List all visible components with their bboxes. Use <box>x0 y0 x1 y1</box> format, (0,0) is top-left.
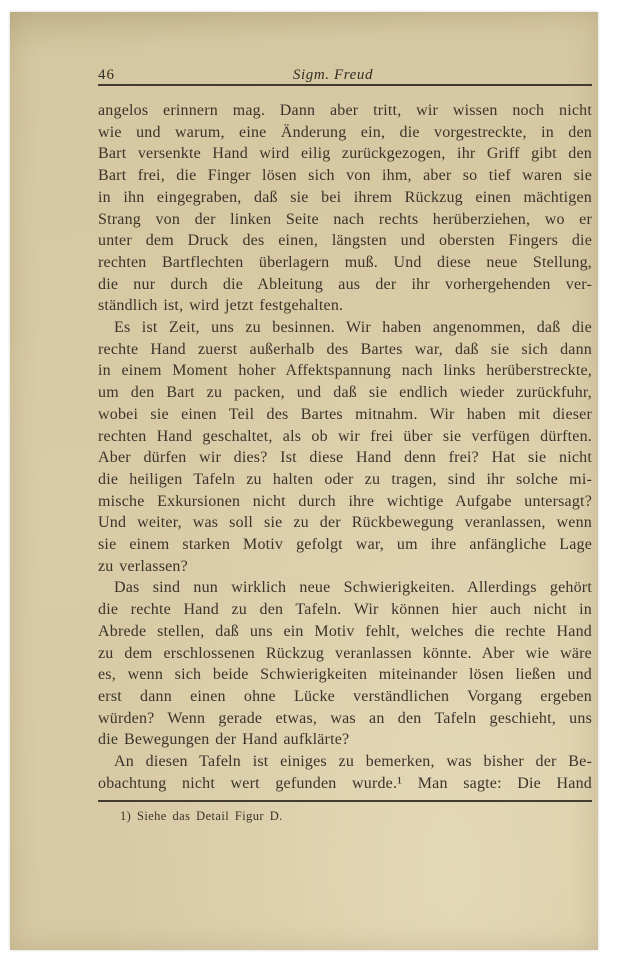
paragraph <box>98 100 592 317</box>
text-line: An diesen Tafeln ist einiges zu bemerken, was bisher der Be- <box>114 753 592 771</box>
text-line: rechte Hand zuerst außerhalb des Bartes war, daß sie sich dann <box>98 340 592 358</box>
text-line: die heiligen Tafeln zu halten oder zu tragen, sind ihr solche mi- <box>98 470 592 488</box>
paragraph <box>98 317 592 577</box>
text-line: die Bewegungen der Hand aufklärte? <box>98 731 350 749</box>
text-line: wie und warum, eine Änderung ein, die vorgestreckte, in den <box>98 123 592 141</box>
page-body <box>98 100 592 795</box>
footnote-text: 1) Siehe das Detail Figur D. <box>120 808 283 823</box>
text-line: Abrede stellen, daß uns ein Motiv fehlt, welches die rechte Hand <box>98 622 592 640</box>
text-column <box>98 66 592 824</box>
page-header <box>98 66 592 86</box>
text-line: in einem Moment hoher Affektspannung nach links herüberstreckte, <box>98 362 592 380</box>
text-line: wobei sie einen Teil des Bartes mitnahm. Wir haben mit dieser <box>98 405 592 423</box>
text-line: erst dann einen ohne Lücke verständlichen Vorgang ergeben <box>98 687 592 705</box>
paragraph <box>98 751 592 794</box>
book-page <box>10 12 598 950</box>
text-line: ständlich ist, wird jetzt festgehalten. <box>98 297 344 315</box>
text-line: um den Bart zu packen, und daß sie endlich wieder zurückfuhr, <box>98 384 592 402</box>
paragraph <box>98 577 592 751</box>
text-line: Und weiter, was soll sie zu der Rückbewegung veranlassen, wenn <box>98 514 592 532</box>
text-line: sie einem starken Motiv gefolgt war, um ihre anfängliche Lage <box>98 536 592 554</box>
text-line: obachtung nicht wert gefunden wurde.¹ Man sagte: Die Hand <box>98 774 592 792</box>
text-line: Bart frei, die Finger lösen sich von ihm, aber so tief waren sie <box>98 167 592 185</box>
text-line: rechten Hand geschaltet, als ob wir frei über sie verfügen dürften. <box>98 427 592 445</box>
text-line: zu verlassen? <box>98 557 188 575</box>
text-line: unter dem Druck des einen, längsten und obersten Fingers die <box>98 232 592 250</box>
running-title: Sigm. Freud <box>292 67 374 83</box>
text-line: es, wenn sich beide Schwierigkeiten miteinander lösen ließen und <box>98 666 592 684</box>
text-line: Bart versenkte Hand wird eilig zurückgezogen, ihr Griff gibt den <box>98 145 592 163</box>
text-line: zu dem erschlossenen Rückzug veranlassen könnte. Aber wie wäre <box>98 644 592 662</box>
text-line: Strang von der linken Seite nach rechts herüberziehen, wo er <box>98 210 592 228</box>
text-line: würden? Wenn gerade etwas, was an den Tafeln geschieht, uns <box>98 709 592 727</box>
text-line: Es ist Zeit, uns zu besinnen. Wir haben angenommen, daß die <box>114 319 592 337</box>
text-line: mische Exkursionen nicht durch ihre wichtige Aufgabe untersagt? <box>98 492 592 510</box>
page-number: 46 <box>98 67 115 83</box>
text-line: die rechte Hand zu den Tafeln. Wir können hier auch nicht in <box>98 601 592 619</box>
text-line: rechten Bartflechten überlagern muß. Und diese neue Stellung, <box>98 253 592 271</box>
text-line: Das sind nun wirklich neue Schwierigkeiten. Allerdings gehört <box>114 579 592 597</box>
text-line: in ihn eingegraben, daß sie bei ihrem Rückzug einen mächtigen <box>98 188 592 206</box>
text-line: angelos erinnern mag. Dann aber tritt, wir wissen noch nicht <box>98 102 592 119</box>
text-line: Aber dürfen wir dies? Ist diese Hand denn frei? Hat sie nicht <box>98 449 592 467</box>
text-line: die nur durch die Ableitung aus der ihr vorhergehenden ver- <box>98 275 592 293</box>
